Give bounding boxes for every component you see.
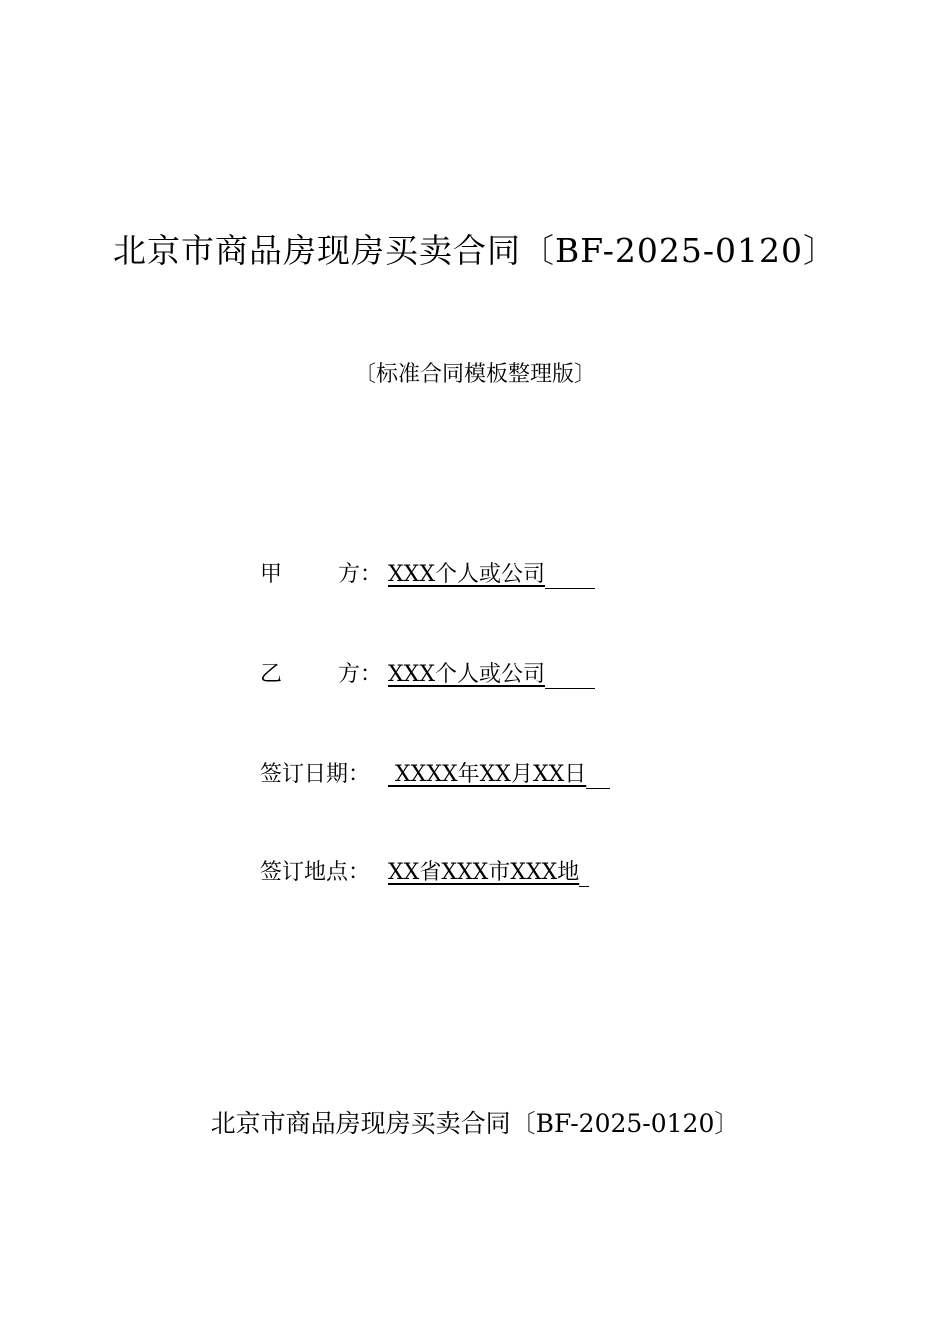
- signing-place-blank-line: [579, 862, 589, 887]
- document-footer-title: 北京市商品房现房买卖合同〔BF-2025-0120〕: [210, 1109, 740, 1138]
- party-b-label: 乙 方：: [260, 662, 383, 687]
- signing-place-value: XX省XXX市XXX地: [388, 860, 580, 885]
- signing-date-field: [260, 758, 610, 792]
- document-title: 北京市商品房现房买卖合同〔BF-2025-0120〕: [113, 231, 837, 270]
- signing-place-label: 签订地点：: [260, 860, 371, 885]
- party-a-value: XXX个人或公司: [388, 562, 545, 587]
- signing-date-blank-line: [586, 764, 610, 789]
- party-b-value: XXX个人或公司: [388, 662, 545, 687]
- party-a-blank-line: [545, 564, 595, 589]
- party-b-blank-line: [545, 664, 595, 689]
- signing-date-value: XXXX年XX月XX日: [388, 762, 587, 787]
- document-subtitle: 〔标准合同模板整理版〕: [353, 362, 596, 387]
- signing-place-field: [260, 856, 589, 890]
- party-a-label: 甲 方：: [260, 562, 383, 587]
- party-a-field: [260, 558, 595, 592]
- signing-date-label: 签订日期：: [260, 762, 371, 787]
- party-b-field: [260, 658, 595, 692]
